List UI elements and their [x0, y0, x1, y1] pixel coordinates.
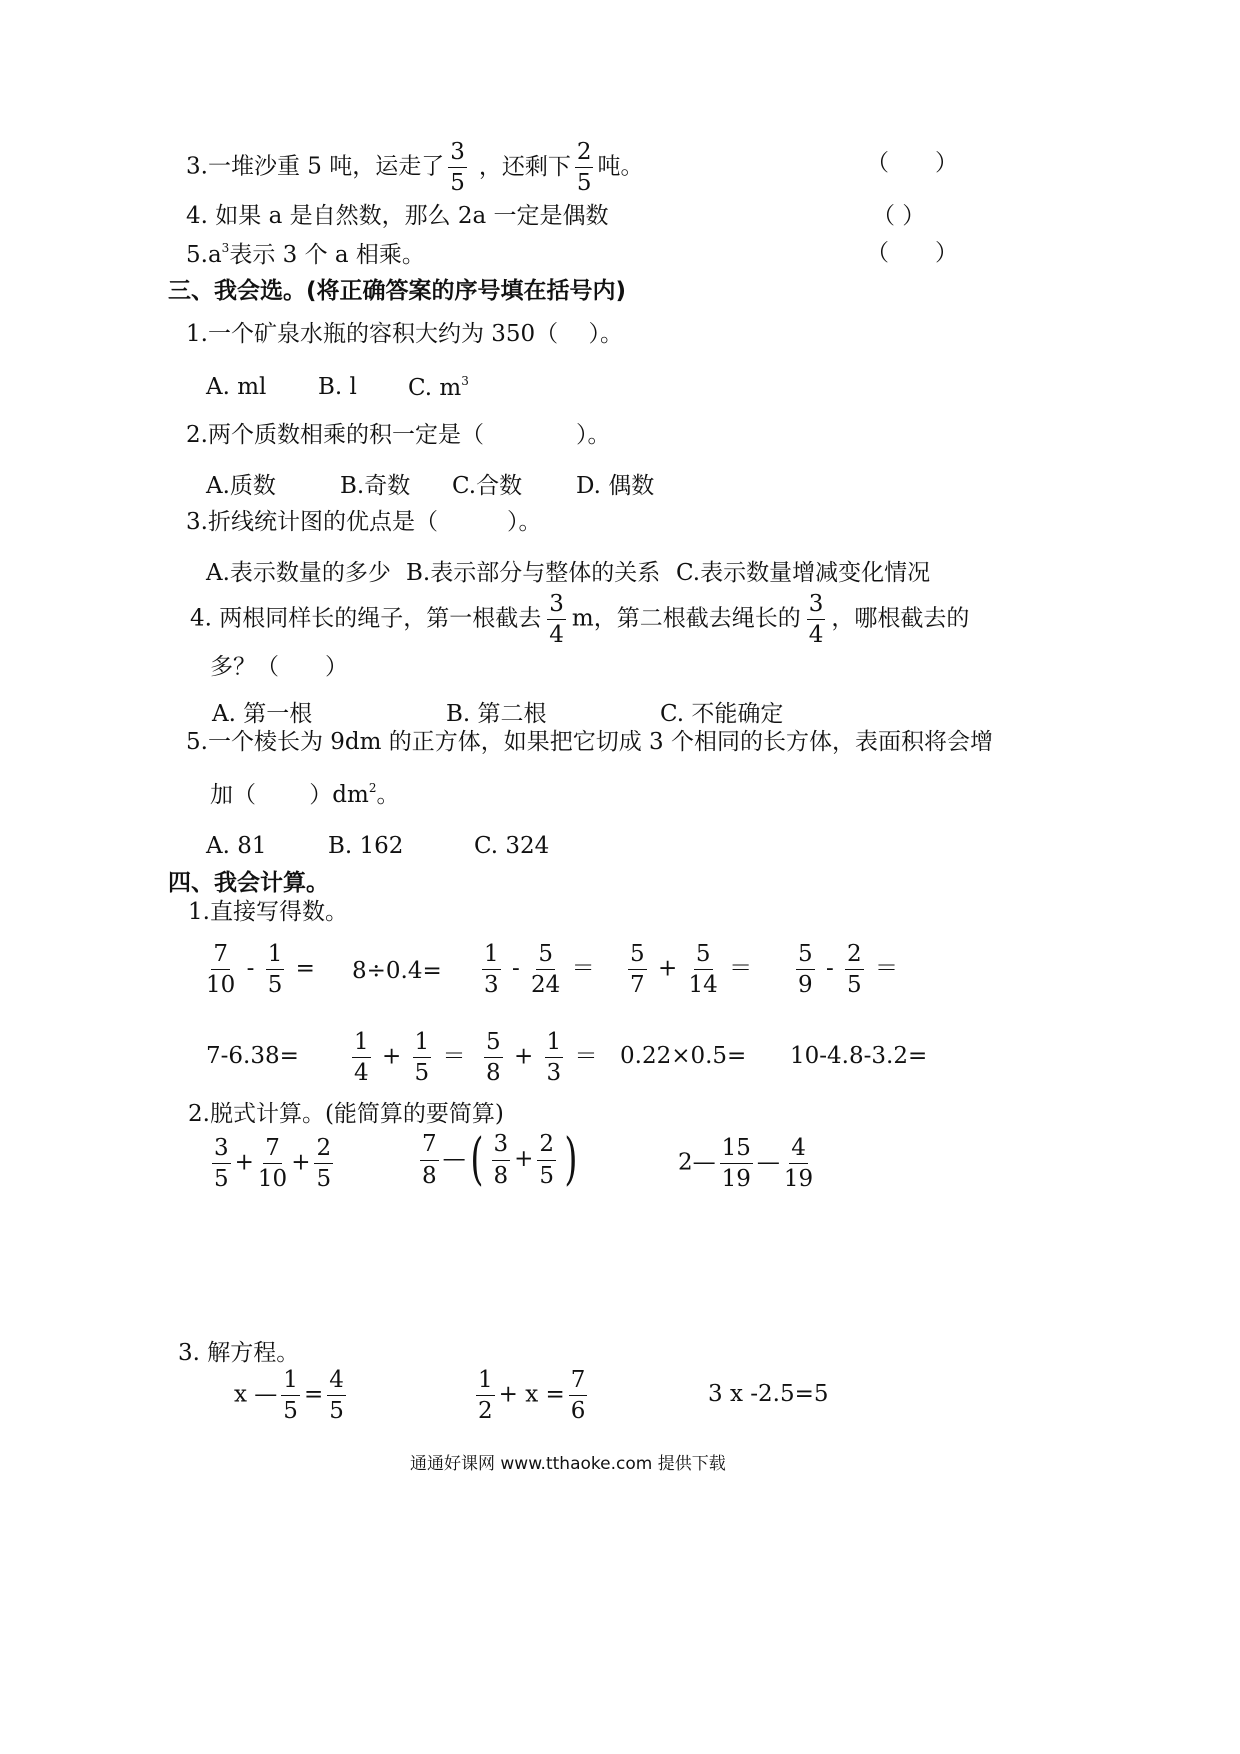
option[interactable]: B. 第二根 [446, 701, 547, 727]
option[interactable]: A.质数 [206, 473, 276, 499]
choice-q4: 4. 两根同样长的绳子，第一根截去 $\frac{3}{4}$ m，第二根截去绳长的 $\frac{3}{4}$ ，哪根截去的 [190, 591, 970, 649]
judge-q3: 3.一堆沙重 5 吨，运走了 $\frac{3}{5}$ ，还剩下 $\frac{2}{5}$ 吨。 [186, 139, 644, 197]
option[interactable]: C.表示数量增减变化情况 [676, 560, 931, 586]
judge-q4: 4. 如果 a 是自然数，那么 2a 一定是偶数 [186, 203, 609, 229]
choice-q3: 3.折线统计图的优点是（ ）。 [186, 509, 542, 535]
option[interactable]: C. 324 [474, 833, 550, 859]
expression: $\frac{1}{3}$ - $\frac{5}{24}$ ＝ [484, 941, 595, 999]
judge-q5: $5.a^3$表示 3 个 a 相乘。 [186, 241, 425, 268]
section-heading: 三、我会选。(将正确答案的序号填在括号内) [168, 278, 627, 304]
option[interactable]: C. $m^3$ [408, 374, 469, 401]
expression: $\frac{5}{7}$ + $\frac{5}{14}$ ＝ [630, 941, 753, 999]
fraction: $\frac{2}{5}$ [576, 139, 592, 197]
option[interactable]: C. 不能确定 [660, 701, 784, 727]
option[interactable]: D. 偶数 [576, 473, 655, 499]
option[interactable]: A.表示数量的多少 [206, 560, 391, 586]
choice-q1: 1.一个矿泉水瓶的容积大约为 350（ ）。 [186, 321, 623, 347]
answer-paren[interactable]: （ ） [866, 240, 958, 266]
expression: $\frac{7}{10}$ - $\frac{1}{5}$ = [206, 941, 315, 999]
choice-q5-line2: 加（ ）$dm^2$。 [210, 781, 400, 808]
answer-paren[interactable]: （ ） [866, 150, 958, 176]
fraction: $\frac{3}{4}$ [549, 591, 564, 649]
option[interactable]: B. l [318, 374, 357, 400]
calculation: $\frac{7}{8}$ —( $\frac{3}{8}$ + $\frac{2}{5}$ ) [422, 1127, 578, 1192]
expression: $\frac{5}{8}$ + $\frac{1}{3}$ ＝ [486, 1029, 598, 1087]
choice-q2: 2.两个质数相乘的积一定是（ ）。 [186, 422, 611, 448]
choice-q5: 5.一个棱长为 9dm 的正方体，如果把它切成 3 个相同的长方体，表面积将会增 [186, 729, 993, 755]
answer-paren[interactable]: （ ） [872, 203, 926, 229]
option[interactable]: A. 第一根 [212, 701, 313, 727]
section-heading: 四、我会计算。 [168, 870, 329, 896]
calculation: $\frac{3}{5}$ + $\frac{7}{10}$ + $\frac{2}{5}$ [214, 1135, 332, 1193]
option[interactable]: A. ml [206, 374, 267, 400]
expression: $\frac{1}{4}$ + $\frac{1}{5}$ ＝ [354, 1029, 466, 1087]
option[interactable]: B.表示部分与整体的关系 [406, 560, 661, 586]
expression: 8÷0.4= [352, 958, 442, 984]
fraction: $\frac{3}{5}$ [450, 139, 465, 197]
subheading: 3. 解方程。 [178, 1340, 300, 1366]
option[interactable]: C.合数 [452, 473, 523, 499]
option[interactable]: B.奇数 [340, 473, 411, 499]
option[interactable]: B. 162 [328, 833, 404, 859]
expression: 0.22×0.5= [620, 1043, 747, 1069]
calculation: 2— $\frac{15}{19}$ — $\frac{4}{19}$ [678, 1135, 814, 1193]
option[interactable]: A. 81 [206, 833, 267, 859]
subheading: 2.脱式计算。(能简算的要简算) [188, 1101, 504, 1127]
expression: 7-6.38= [206, 1043, 299, 1069]
choice-q4-line2: 多？（ ） [210, 654, 348, 680]
equation: $\frac{1}{2}$ + x = $\frac{7}{6}$ [478, 1367, 586, 1425]
expression: $\frac{5}{9}$ - $\frac{2}{5}$ ＝ [798, 941, 898, 999]
footer: 通通好课网 www.tthaoke.com 提供下载 [410, 1454, 726, 1474]
equation: 3 x -2.5=5 [708, 1381, 829, 1407]
expression: 10-4.8-3.2= [790, 1043, 928, 1069]
equation: x — $\frac{1}{5}$ = $\frac{4}{5}$ [234, 1367, 344, 1425]
fraction: $\frac{3}{4}$ [808, 591, 824, 649]
subheading: 1.直接写得数。 [188, 899, 348, 925]
